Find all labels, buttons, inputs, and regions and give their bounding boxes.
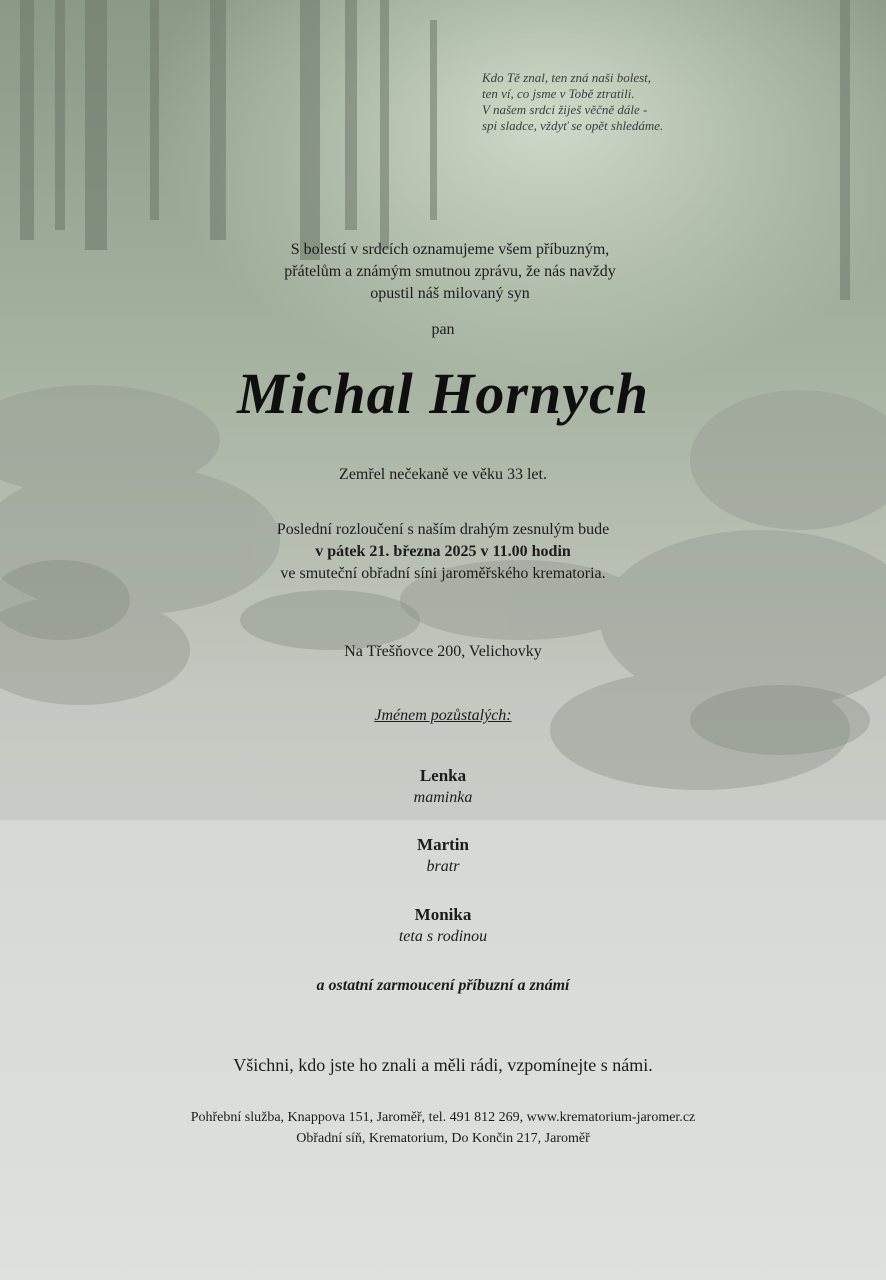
mourner-relation: maminka bbox=[413, 789, 473, 806]
remembrance-line: Všichni, kdo jste ho znali a měli rádi, vzpomínejte s námi. bbox=[233, 1055, 653, 1075]
announcement-line: opustil náš milovaný syn bbox=[370, 285, 530, 302]
poem-line: V našem srdci žiješ věčně dále - bbox=[482, 102, 648, 117]
mourners-heading: Jménem pozůstalých: bbox=[374, 707, 512, 724]
poem bbox=[482, 70, 862, 134]
poem-line: spi sladce, vždyť se opět shledáme. bbox=[482, 118, 664, 133]
ceremony-info bbox=[0, 519, 886, 585]
footer-line: Pohřební služba, Knappova 151, Jaroměř, tel. 491 812 269, www.krematorium-jaromer.cz bbox=[190, 1110, 696, 1125]
mourner bbox=[0, 834, 886, 878]
mourner-relation: bratr bbox=[426, 858, 460, 875]
poem-line: Kdo Tě znal, ten zná naši bolest, bbox=[482, 70, 652, 85]
mourner-relation: teta s rodinou bbox=[398, 928, 488, 945]
announcement-text bbox=[200, 239, 700, 305]
ceremony-location: ve smuteční obřadní síni jaroměřského krematoria. bbox=[280, 565, 606, 582]
announcement-line: S bolestí v srdcích oznamujeme všem příbuzným, bbox=[290, 241, 610, 258]
mourner bbox=[0, 765, 886, 809]
footer-line: Obřadní síň, Krematorium, Do Končin 217, Jaroměř bbox=[296, 1131, 590, 1146]
other-mourners: a ostatní zarmoucení příbuzní a známí bbox=[316, 977, 570, 994]
mourner-name: Monika bbox=[414, 905, 472, 924]
mourner bbox=[0, 904, 886, 948]
honorific: pan bbox=[431, 321, 455, 338]
family-address: Na Třešňovce 200, Velichovky bbox=[344, 643, 542, 660]
funeral-service-footer bbox=[0, 1107, 886, 1149]
announcement-line: přátelům a známým smutnou zprávu, že nás navždy bbox=[284, 263, 616, 280]
ceremony-line: Poslední rozloučení s naším drahým zesnulým bude bbox=[276, 521, 610, 538]
ceremony-date: v pátek 21. března 2025 v 11.00 hodin bbox=[315, 543, 571, 560]
death-note: Zemřel nečekaně ve věku 33 let. bbox=[339, 466, 547, 483]
poem-line: ten ví, co jsme v Tobě ztratili. bbox=[482, 86, 635, 101]
deceased-name: Michal Hornych bbox=[237, 361, 649, 426]
mourner-name: Martin bbox=[417, 835, 469, 854]
mourner-name: Lenka bbox=[419, 766, 467, 785]
